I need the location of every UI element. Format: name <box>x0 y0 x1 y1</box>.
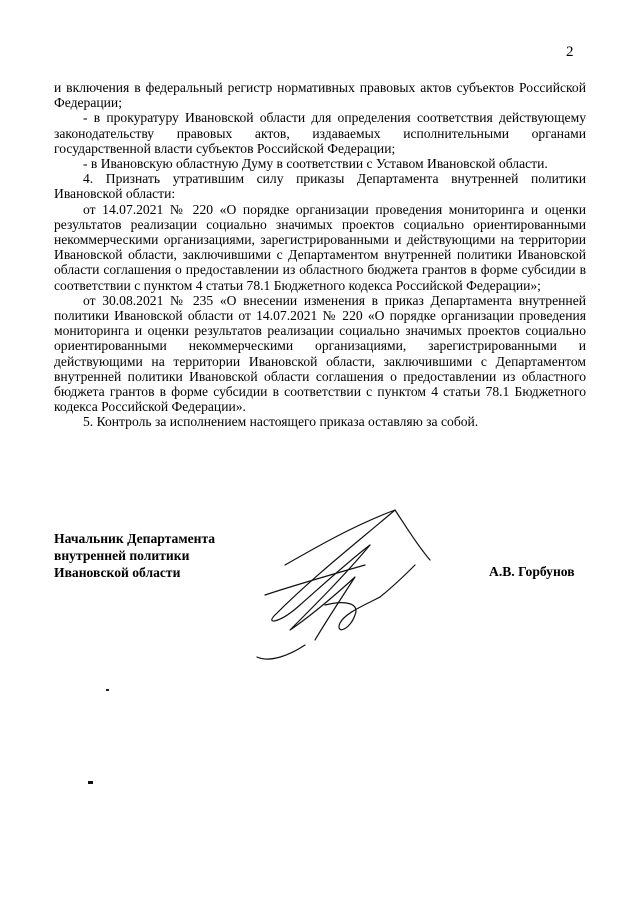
paragraph-prosecutor: - в прокуратуру Ивановской области для определения соответствия действующему законодательству правовых актов, издаваемых исполнительными органами государственной власти субъектов Российской Федерации; <box>54 110 586 156</box>
handwritten-signature <box>245 505 460 670</box>
paragraph-order-220: от 14.07.2021 № 220 «О порядке организации проведения мониторинга и оценки результатов реализации социально значимых проектов социально ориентированными некоммерческими организациями, зарегистрированными и действующими на территории Ивановской области, заключившими с Департаментом внутренней политики Ивановской области соглашения о предоставлении из областного бюджета грантов в форме субсидии в соответствии с пунктом 4 статьи 78.1 Бюджетного кодекса Российской Федерации»; <box>54 201 586 293</box>
scan-mark <box>88 781 94 785</box>
scan-mark <box>106 689 110 692</box>
signatory-title-line: внутренней политики <box>54 548 190 563</box>
signatory-title-line: Начальник Департамента <box>54 531 216 546</box>
paragraph-item-5: 5. Контроль за исполнением настоящего приказа оставляю за собой. <box>83 414 479 430</box>
signatory-title <box>54 530 215 581</box>
document-body <box>54 80 586 430</box>
paragraph-item-4: 4. Признать утратившим силу приказы Департамента внутренней политики Ивановской области: <box>54 171 586 202</box>
paragraph-order-235: от 30.08.2021 № 235 «О внесении изменения в приказ Департамента внутренней политики Ивановской области от 14.07.2021 № 220 «О порядке организации проведения мониторинга и оценки результатов реализации социально значимых проектов социально ориентированными некоммерческими организациями, зарегистрированными и действующими на территории Ивановской области, заключившими с Департаментом внутренней политики Ивановской области соглашения о предоставлении из областного бюджета грантов в форме субсидии в соответствии с пунктом 4 статьи 78.1 Бюджетного кодекса Российской Федерации». <box>54 292 586 415</box>
paragraph-duma: - в Ивановскую областную Думу в соответствии с Уставом Ивановской области. <box>83 156 548 172</box>
page-number: 2 <box>566 44 574 60</box>
paragraph-registry: и включения в федеральный регистр нормативных правовых актов субъектов Российской Федерации; <box>54 80 586 111</box>
signatory-title-line: Ивановской области <box>54 565 181 580</box>
signatory-name: А.В. Горбунов <box>489 564 575 579</box>
